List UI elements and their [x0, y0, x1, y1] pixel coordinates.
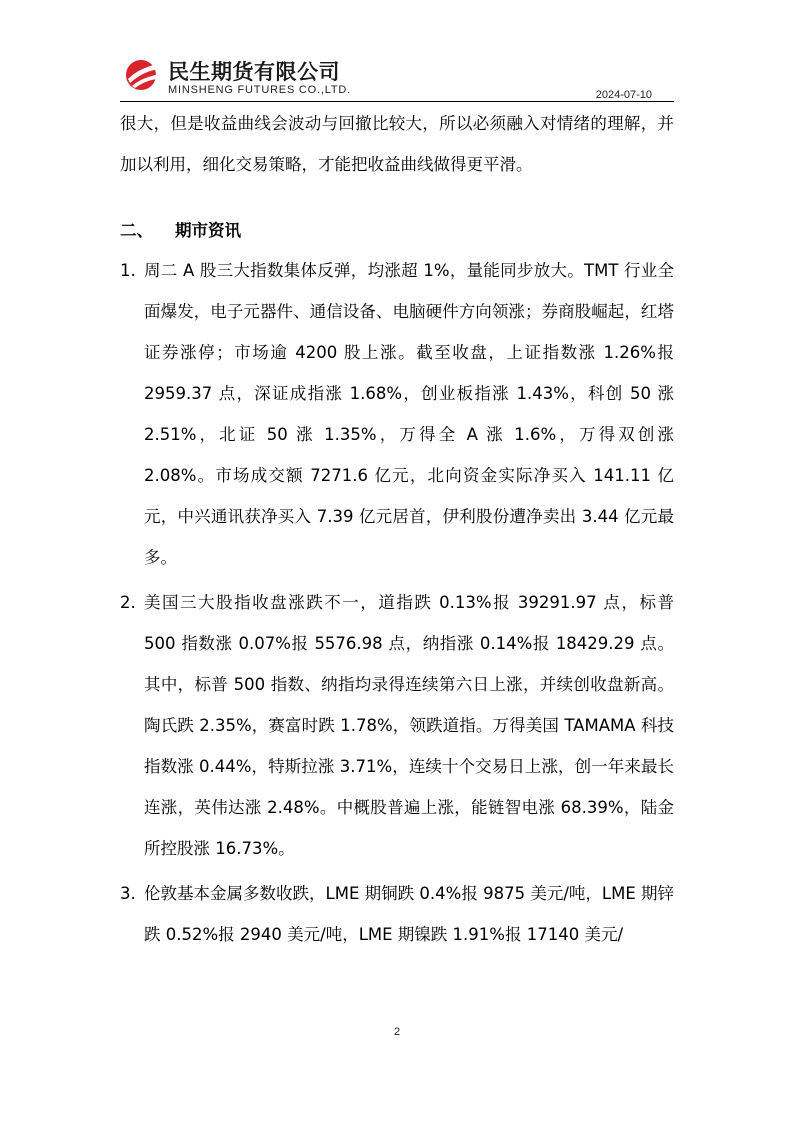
section-heading: [120, 217, 674, 245]
news-item-number: 2.: [120, 593, 136, 612]
page-header: [120, 54, 674, 102]
report-date: 2024-07-10: [595, 89, 652, 101]
section-number: 二、: [120, 221, 153, 240]
news-list: [120, 250, 674, 955]
header-divider: [120, 101, 674, 102]
news-item-number: 1.: [120, 261, 136, 280]
news-item-text: 伦敦基本金属多数收跌，LME 期铜跌 0.4%报 9875 美元/吨，LME 期锌跌 0.52%报 2940 美元/吨，LME 期镍跌 1.91%报 17140 美元/: [144, 884, 674, 944]
intro-paragraph: 很大，但是收益曲线会波动与回撤比较大，所以必须融入对情绪的理解，并加以利用，细化交易策略，才能把收益曲线做得更平滑。: [120, 114, 674, 174]
news-item-number: 3.: [120, 884, 136, 903]
company-name-cn: 民生期货有限公司: [168, 60, 340, 84]
news-item: [120, 582, 674, 869]
news-item-text: 周二 A 股三大指数集体反弹，均涨超 1%，量能同步放大。TMT 行业全面爆发，电子元器件、通信设备、电脑硬件方向领涨；券商股崛起，红塔证券涨停；市场逾 4200 股上涨。截至收盘，上证指数涨 1.26%报 2959.37 点，深证成指涨 1.68%，创业板指涨 1.43%，科创 50 涨 2.51%，北证 50 涨 1.35%，万得全 A 涨 1.6%，万得双创涨 2.08%。市场成交额 7271.6 亿元，北向资金实际净买入 141.11 亿元，中兴通讯获净买入 7.39 亿元居首，伊利股份遭净卖出 3.44 亿元最多。: [144, 261, 674, 567]
company-name-en: MINSHENG FUTURES CO.,LTD.: [168, 84, 351, 96]
news-item: [120, 250, 674, 578]
minsheng-logo-icon: [124, 57, 164, 91]
news-item-text: 美国三大股指收盘涨跌不一，道指跌 0.13%报 39291.97 点，标普 500 指数涨 0.07%报 5576.98 点，纳指涨 0.14%报 18429.29 点。其中，标普 500 指数、纳指均录得连续第六日上涨，并续创收盘新高。陶氏跌 2.35%，赛富时跌 1.78%，领跌道指。万得美国 TAMAMA 科技指数涨 0.44%，特斯拉涨 3.71%，连续十个交易日上涨，创一年来最长连涨，英伟达涨 2.48%。中概股普遍上涨，能链智电涨 68.39%，陆金所控股涨 16.73%。: [144, 593, 674, 858]
section-title: 期市资讯: [175, 221, 241, 240]
news-item: [120, 873, 674, 955]
document-body: [120, 103, 674, 955]
page-number: 2: [393, 1026, 401, 1038]
